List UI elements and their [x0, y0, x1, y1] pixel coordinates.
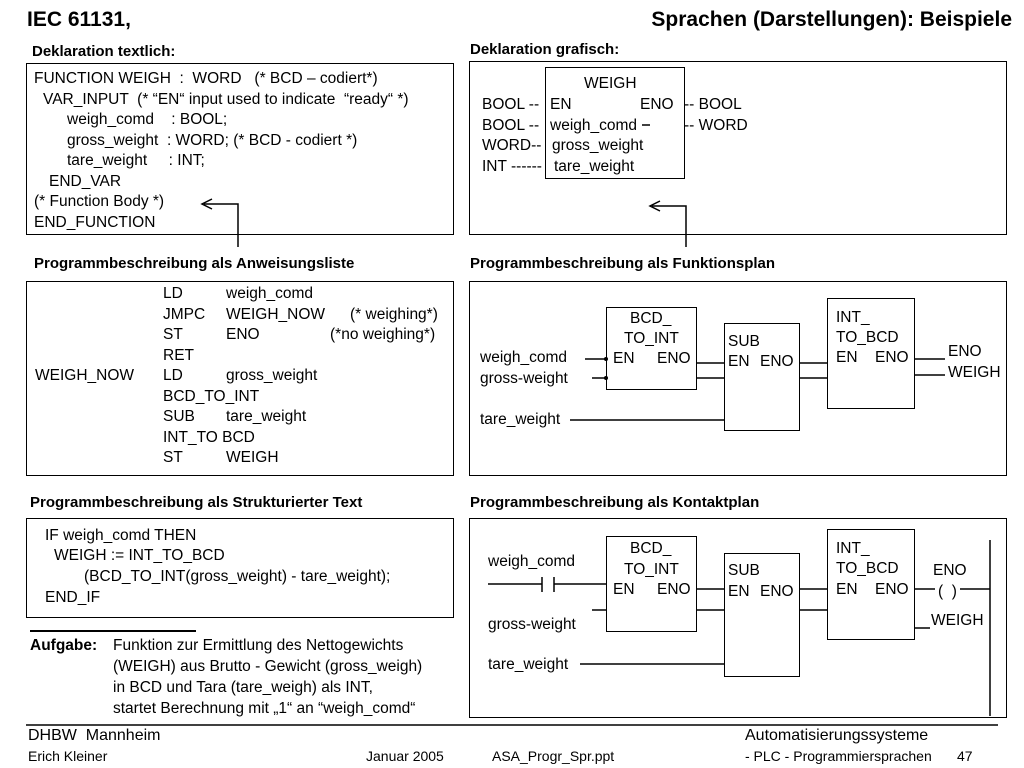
- footer-file: ASA_Progr_Spr.ppt: [492, 748, 615, 764]
- block-pin-en: EN: [613, 581, 635, 598]
- block-pin-en: EN: [836, 349, 858, 366]
- fbd-input: weigh_comd: [480, 349, 568, 366]
- decl-line: FUNCTION WEIGH : WORD (* BCD – codiert*): [34, 70, 378, 87]
- st-line: IF weigh_comd THEN: [45, 527, 197, 544]
- il-op: ST: [163, 449, 183, 466]
- block-pin-eno: ENO: [657, 350, 691, 367]
- decl-line: weigh_comd : BOOL;: [67, 111, 228, 128]
- block-pin-eno: ENO: [760, 583, 794, 600]
- block-pin-eno: ENO: [760, 353, 794, 370]
- ld-input: weigh_comd: [488, 553, 576, 570]
- block-label: INT_: [836, 540, 870, 557]
- footer-course: Automatisierungssysteme: [745, 727, 929, 744]
- decl-line: END_VAR: [49, 173, 122, 190]
- task-label: Aufgabe:: [30, 637, 98, 654]
- pin-weigh-comd: weigh_comd: [550, 117, 638, 134]
- type-label: -- WORD: [684, 117, 748, 134]
- decl-line: gross_weight : WORD; (* BCD - codiert *): [67, 132, 358, 149]
- il-arg: WEIGH: [226, 449, 279, 466]
- footer-page: 47: [957, 748, 973, 764]
- il-label: WEIGH_NOW: [35, 367, 135, 384]
- block-pin-eno: ENO: [875, 581, 909, 598]
- footer-subtitle: - PLC - Programmiersprachen: [745, 748, 932, 764]
- ld-input: tare_weight: [488, 656, 569, 673]
- block-label: BCD_: [630, 310, 672, 327]
- task-line: Funktion zur Ermittlung des Nettogewichts: [113, 637, 404, 654]
- il-op: RET: [163, 347, 194, 364]
- arrow-line: [652, 206, 686, 247]
- il-comment: (*no weighing*): [330, 326, 436, 343]
- il-op: ST: [163, 326, 183, 343]
- il-arg: weigh_comd: [226, 285, 314, 302]
- il-arg: WEIGH_NOW: [226, 306, 326, 323]
- ld-title: Programmbeschreibung als Kontaktplan: [470, 494, 760, 511]
- arrow-line: [204, 204, 238, 247]
- task-line: in BCD und Tara (tare_weigh) als INT,: [113, 679, 373, 696]
- type-label: INT ------: [482, 158, 542, 175]
- task-line: (WEIGH) aus Brutto - Gewicht (gross_weigh): [113, 658, 423, 675]
- type-label: BOOL --: [482, 117, 540, 134]
- pin-eno: ENO: [640, 96, 674, 113]
- pin-tare-weight: tare_weight: [554, 158, 635, 175]
- decl-graph-title: Deklaration grafisch:: [470, 41, 620, 58]
- il-op: JMPC: [163, 306, 206, 323]
- footer-author: Erich Kleiner: [28, 748, 108, 764]
- block-pin-eno: ENO: [875, 349, 909, 366]
- footer-org: DHBW Mannheim: [28, 727, 161, 744]
- type-label: BOOL --: [482, 96, 540, 113]
- decl-text-title: Deklaration textlich:: [32, 43, 176, 60]
- block-label: BCD_: [630, 540, 672, 557]
- st-line: END_IF: [45, 589, 101, 606]
- type-label: WORD--: [482, 137, 542, 154]
- il-arg: ENO: [226, 326, 260, 343]
- decl-line: VAR_INPUT (* “EN“ input used to indicate “ready“ *): [43, 91, 409, 108]
- header-left: IEC 61131,: [27, 8, 131, 31]
- ld-coil-label: ENO: [933, 562, 967, 579]
- il-title: Programmbeschreibung als Anweisungsliste: [34, 255, 355, 272]
- fbd-input: gross-weight: [480, 370, 568, 387]
- fbd-input: tare_weight: [480, 411, 561, 428]
- decl-line: tare_weight : INT;: [67, 152, 205, 169]
- il-op: SUB: [163, 408, 195, 425]
- pin-gross-weight: gross_weight: [552, 137, 644, 154]
- block-pin-eno: ENO: [657, 581, 691, 598]
- ld-output: WEIGH: [931, 612, 984, 629]
- st-title: Programmbeschreibung als Strukturierter Text: [30, 494, 363, 511]
- task-line: startet Berechnung mit „1“ an “weigh_comd“: [113, 700, 416, 717]
- wire-junction: [604, 357, 608, 361]
- ld-coil: ( ): [938, 583, 957, 600]
- block-label: SUB: [728, 562, 760, 579]
- fbd-output: ENO: [948, 343, 982, 360]
- decl-line: END_FUNCTION: [34, 214, 156, 231]
- block-pin-en: EN: [728, 353, 750, 370]
- st-line: (BCD_TO_INT(gross_weight) - tare_weight);: [84, 568, 391, 585]
- il-op: INT_TO BCD: [163, 429, 255, 446]
- block-label: INT_: [836, 309, 870, 326]
- block-pin-en: EN: [728, 583, 750, 600]
- decl-line: (* Function Body *): [34, 193, 165, 210]
- type-label: -- BOOL: [684, 96, 742, 113]
- page-title: Sprachen (Darstellungen): Beispiele: [651, 8, 1012, 31]
- wire-junction: [604, 376, 608, 380]
- fbd-output: WEIGH: [948, 364, 1001, 381]
- st-line: WEIGH := INT_TO_BCD: [54, 547, 225, 564]
- il-arg: tare_weight: [226, 408, 307, 425]
- footer-date: Januar 2005: [366, 748, 444, 764]
- ld-input: gross-weight: [488, 616, 576, 633]
- il-arg: gross_weight: [226, 367, 318, 384]
- il-op: LD: [163, 285, 183, 302]
- il-op: LD: [163, 367, 183, 384]
- block-pin-en: EN: [613, 350, 635, 367]
- block-label: TO_BCD: [836, 560, 899, 577]
- weigh-block-name: WEIGH: [584, 75, 637, 92]
- il-comment: (* weighing*): [350, 306, 438, 323]
- block-label: TO_INT: [624, 561, 679, 578]
- block-label: TO_INT: [624, 330, 679, 347]
- block-label: SUB: [728, 333, 760, 350]
- block-label: TO_BCD: [836, 329, 899, 346]
- block-pin-en: EN: [836, 581, 858, 598]
- pin-en: EN: [550, 96, 572, 113]
- il-op: BCD_TO_INT: [163, 388, 260, 405]
- fbd-title: Programmbeschreibung als Funktionsplan: [470, 255, 776, 272]
